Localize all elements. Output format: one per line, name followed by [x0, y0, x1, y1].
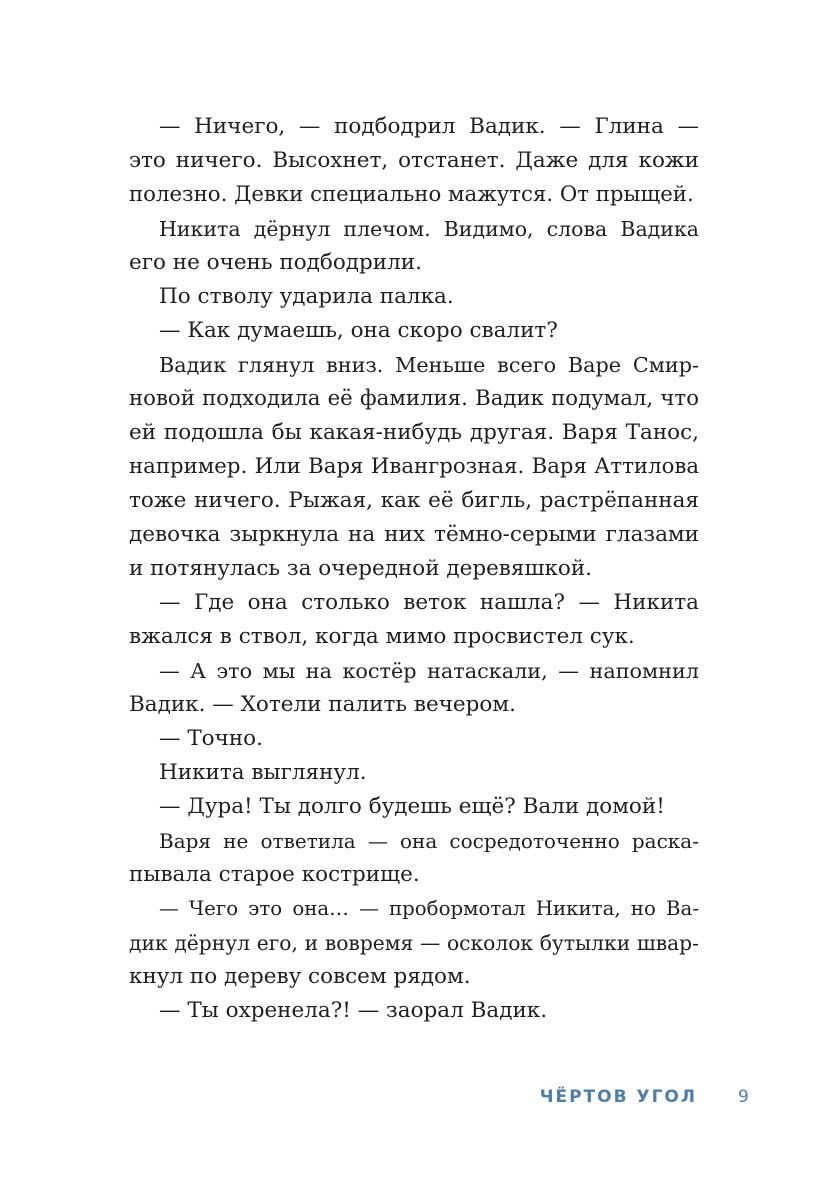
text-line: вжался в ствол, когда мимо просвистел сук.: [129, 624, 635, 649]
text-line: По стволу ударила палка.: [159, 284, 454, 309]
text-line: — А это мы на костёр натаскали, — напомнил: [159, 659, 699, 683]
text-line: полезно. Девки специально мажутся. От прыщей.: [129, 182, 694, 207]
text-line: — Чего это она… — пробормотал Никита, но Ва-: [159, 897, 699, 920]
text-line: и потянулась за очередной деревяшкой.: [129, 556, 593, 581]
text-line: — Ты охренела?! — заорал Вадик.: [159, 998, 548, 1023]
text-line: девочка зыркнула на них тёмно-серыми глазами: [129, 522, 699, 547]
text-line: это ничего. Высохнет, отстанет. Даже для кожи: [129, 148, 699, 173]
text-line: — Дура! Ты долго будешь ещё? Вали домой!: [159, 794, 665, 819]
text-line: Варя не ответила — она сосредоточенно раска-: [159, 829, 699, 853]
text-line: — Точно.: [159, 726, 263, 751]
text-line: — Где она столько веток нашла? — Никита: [159, 590, 699, 615]
text-line: например. Или Варя Ивангрозная. Варя Аттилова: [129, 454, 699, 479]
running-title: ЧЁРТОВ УГОЛ: [539, 1087, 697, 1107]
page-number: 9: [738, 1087, 749, 1107]
text-line: новой подходила её фамилия. Вадик подумал, что: [129, 386, 699, 411]
body-text: [129, 110, 699, 1028]
text-line: Вадик глянул вниз. Меньше всего Варе Смир-: [159, 353, 699, 377]
text-line: кнул по дереву совсем рядом.: [129, 964, 471, 989]
text-line: его не очень подбодрили.: [129, 250, 422, 275]
text-line: ей подошла бы какая-нибудь другая. Варя Танос,: [129, 420, 699, 445]
text-line: Никита дёрнул плечом. Видимо, слова Вадика: [159, 217, 699, 241]
text-line: Никита выглянул.: [159, 760, 367, 785]
text-line: тоже ничего. Рыжая, как её бигль, растрёпанная: [129, 488, 699, 513]
text-line: — Как думаешь, она скоро свалит?: [159, 318, 558, 343]
page-footer: [0, 1084, 827, 1114]
text-line: дик дёрнул его, и вовремя — осколок бутылки швар-: [129, 931, 699, 955]
text-line: пывала старое кострище.: [129, 862, 420, 887]
text-line: Вадик. — Хотели палить вечером.: [129, 692, 516, 717]
text-line: — Ничего, — подбодрил Вадик. — Глина —: [159, 114, 699, 139]
